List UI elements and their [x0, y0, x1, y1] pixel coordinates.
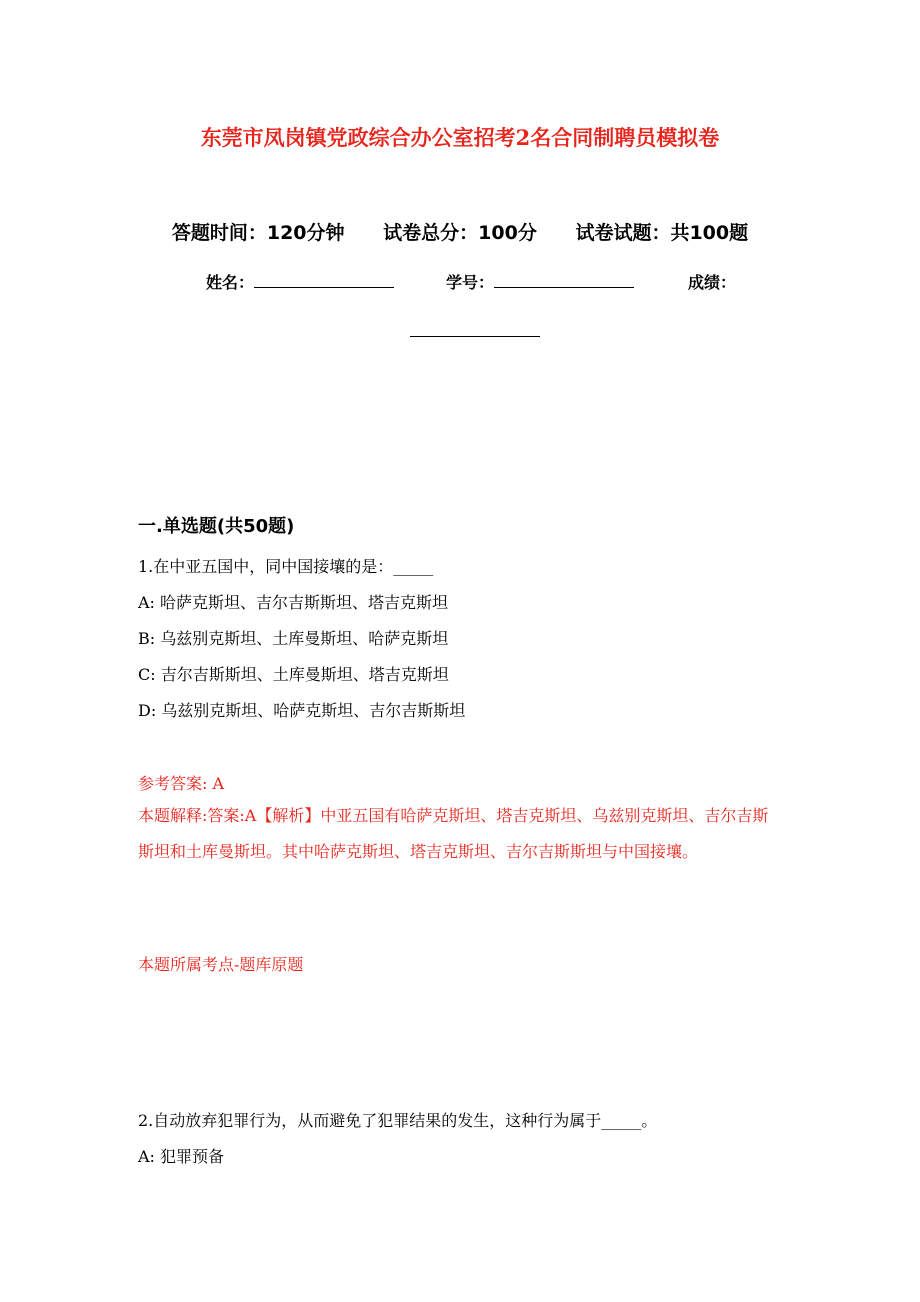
name-label: 姓名：	[206, 273, 255, 292]
question-1-option-d: D: 乌兹别克斯坦、哈萨克斯坦、吉尔吉斯斯坦	[138, 701, 466, 720]
question-1-stem: 1.在中亚五国中，同中国接壤的是：_____	[138, 557, 434, 576]
name-field	[206, 270, 394, 293]
question-1-option-a: A: 哈萨克斯坦、吉尔吉斯斯坦、塔吉克斯坦	[138, 593, 449, 612]
exam-time: 答题时间：120分钟	[171, 222, 345, 244]
question-1-option-c: C: 吉尔吉斯斯坦、土库曼斯坦、塔吉克斯坦	[138, 665, 449, 684]
question-1-option-b: B: 乌兹别克斯坦、土库曼斯坦、哈萨克斯坦	[138, 629, 449, 648]
question-1-answer: 参考答案: A	[138, 774, 225, 793]
exam-meta	[0, 218, 920, 245]
score-field	[688, 270, 736, 293]
id-label: 学号：	[446, 273, 495, 292]
id-field	[446, 270, 634, 293]
score-blank	[410, 322, 540, 337]
question-1-explanation: 本题解释:答案:A【解析】中亚五国有哈萨克斯坦、塔吉克斯坦、乌兹别克斯坦、吉尔吉斯斯坦和土库曼斯坦。其中哈萨克斯坦、塔吉克斯坦、吉尔吉斯斯坦与中国接壤。	[138, 806, 769, 861]
name-blank	[254, 273, 394, 288]
id-blank	[494, 273, 634, 288]
document-title: 东莞市凤岗镇党政综合办公室招考2名合同制聘员模拟卷	[200, 125, 720, 150]
section-heading: 一.单选题(共50题)	[138, 516, 295, 537]
question-1-point: 本题所属考点-题库原题	[138, 955, 304, 974]
exam-question-count: 试卷试题：共100题	[575, 222, 749, 244]
question-2-option-a: A: 犯罪预备	[138, 1147, 225, 1166]
score-label: 成绩：	[688, 273, 737, 292]
question-2-stem: 2.自动放弃犯罪行为，从而避免了犯罪结果的发生，这种行为属于_____。	[138, 1111, 658, 1130]
exam-total-score: 试卷总分：100分	[383, 222, 537, 244]
